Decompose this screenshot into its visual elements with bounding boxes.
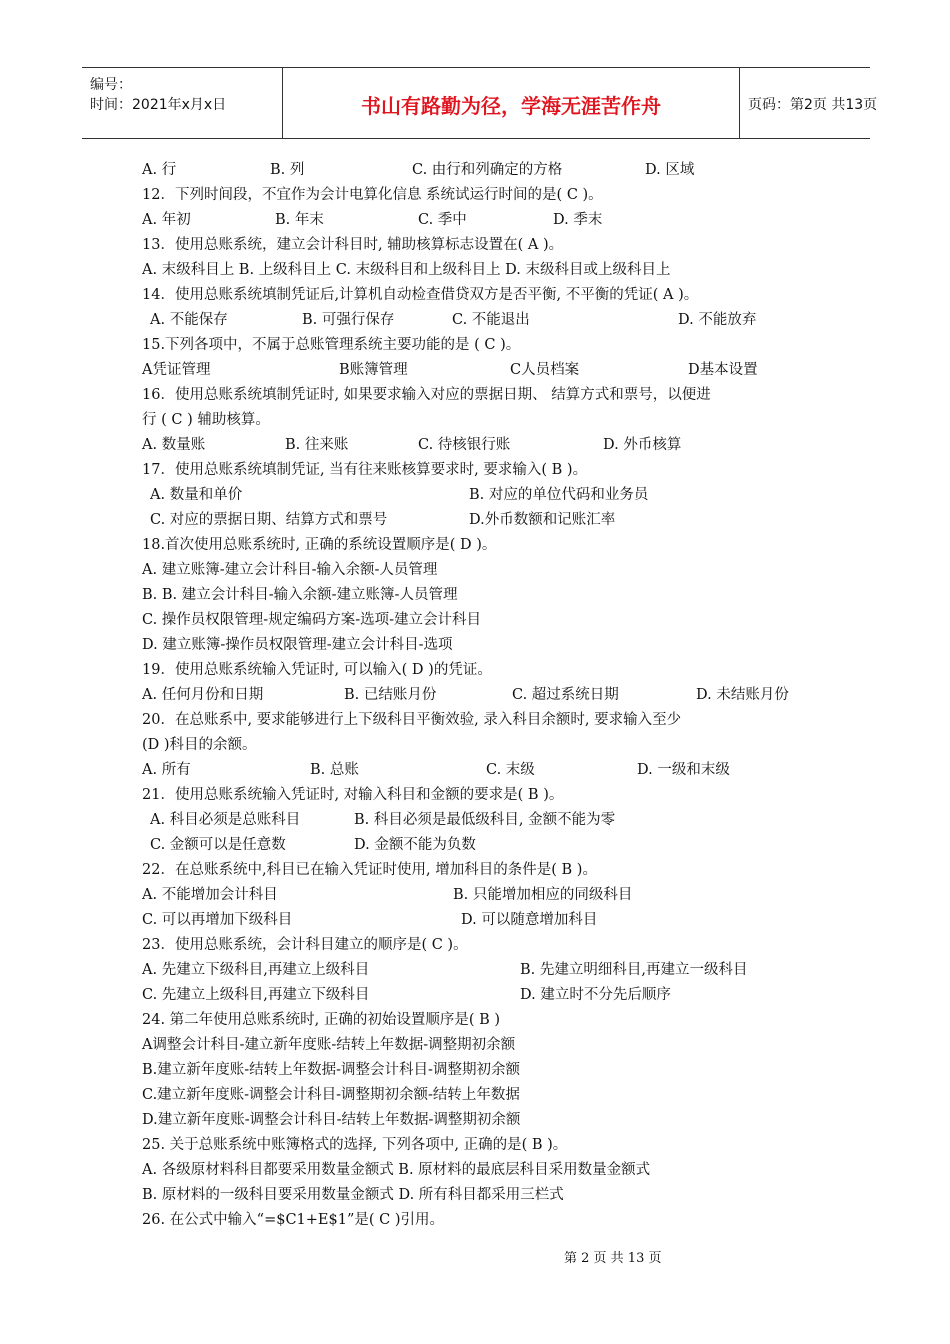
option-b: B. 科目必须是最低级科目, 金额不能为零 [354,812,616,828]
option-d: D.建立新年度账-调整会计科目-结转上年数据-调整期初余额 [142,1112,521,1128]
option-a: A. 科目必须是总账科目 [150,812,301,828]
page-footer: 第 2 页 共 13 页 [564,1251,662,1266]
question-13: 13．使用总账系统，建立会计科目时, 辅助核算标志设置在( A )。 [142,237,564,253]
page-header [82,67,878,139]
document-number-label: 编号： [90,77,132,93]
option-a: A. 所有 [142,762,191,778]
header-left-cell [82,68,282,138]
option-b: B. 只能增加相应的同级科目 [453,887,633,903]
option-c: C. 可以再增加下级科目 [142,912,293,928]
option-c: C. 先建立上级科目,再建立下级科目 [142,987,370,1003]
option-b: B. 已结账月份 [344,687,437,703]
option-a: A. 任何月份和日期 [142,687,264,703]
option-c: C.建立新年度账-调整会计科目-调整期初余额-结转上年数据 [142,1087,520,1103]
question-12: 12．下列时间段，不宜作为会计电算化信息 系统试运行时间的是( C )。 [142,187,603,203]
option-a: A. 先建立下级科目,再建立上级科目 [142,962,370,978]
option-a: A调整会计科目-建立新年度账-结转上年数据-调整期初余额 [142,1037,516,1053]
option-b: B.建立新年度账-结转上年数据-调整会计科目-调整期初余额 [142,1062,520,1078]
option-c: C. 由行和列确定的方格 [412,162,563,178]
question-20-cont: (D )科目的余额。 [142,737,257,753]
option-c: C. 超过系统日期 [512,687,619,703]
option-d: D. 金额不能为负数 [354,837,476,853]
question-26: 26. 在公式中输入“=$C1+E$1”是( C )引用。 [142,1212,444,1228]
option-a: A. 不能保存 [150,312,228,328]
option-a: A. 年初 [142,212,191,228]
option-d: D. 季末 [553,212,603,228]
option-c: C. 末级 [486,762,535,778]
option-d: D. 区域 [645,162,695,178]
option-d: D. 可以随意增加科目 [461,912,598,928]
option-b: B. 对应的单位代码和业务员 [469,487,649,503]
option-a: A. 行 [142,162,177,178]
question-25: 25. 关于总账系统中账簿格式的选择, 下列各项中, 正确的是( B )。 [142,1137,568,1153]
option-c: C. 金额可以是任意数 [150,837,286,853]
question-20: 20．在总账系中, 要求能够进行上下级科目平衡效验, 录入科目余额时, 要求输入至少 [142,712,682,728]
question-15: 15.下列各项中，不属于总账管理系统主要功能的是 ( C )。 [142,337,521,353]
header-page-info: 页码：第2页 共13页 [748,97,878,113]
question-22: 22．在总账系统中,科目已在输入凭证时使用, 增加科目的条件是( B )。 [142,862,597,878]
option-a: A. 不能增加会计科目 [142,887,278,903]
option-c: C. 不能退出 [452,312,530,328]
option-d: D. 未结账月份 [696,687,789,703]
options-q13: A. 末级科目上 B. 上级科目上 C. 末级科目和上级科目上 D. 末级科目或上级科目上 [142,262,671,278]
question-16-cont: 行 ( C ) 辅助核算。 [142,412,270,428]
option-b: B. 总账 [310,762,359,778]
option-b: B. 年末 [275,212,324,228]
header-right-cell [738,68,878,138]
option-a: A. 数量和单价 [150,487,243,503]
option-c: C人员档案 [510,362,580,378]
option-c: C. 待核银行账 [418,437,511,453]
option-b: B. 往来账 [285,437,349,453]
document-date-label: 时间：2021年x月x日 [90,97,227,113]
header-motto-cell [282,68,740,138]
option-c: C. 对应的票据日期、结算方式和票号 [150,512,388,528]
option-d: D. 建立账簿-操作员权限管理-建立会计科目-选项 [142,637,453,653]
option-b: B. B. 建立会计科目-输入余额-建立账簿-人员管理 [142,587,458,603]
option-b: B. 先建立明细科目,再建立一级科目 [520,962,748,978]
options-q25-row1: A. 各级原材料科目都要采用数量金额式 B. 原材料的最底层科目采用数量金额式 [142,1162,651,1178]
option-d: D. 外币核算 [603,437,682,453]
option-d: D基本设置 [688,362,758,378]
option-d: D. 一级和末级 [637,762,730,778]
question-24: 24. 第二年使用总账系统时, 正确的初始设置顺序是( B ) [142,1012,501,1028]
question-18: 18.首次使用总账系统时, 正确的系统设置顺序是( D )。 [142,537,497,553]
option-b: B. 可强行保存 [302,312,395,328]
option-b: B. 列 [270,162,305,178]
question-14: 14．使用总账系统填制凭证后,计算机自动检查借贷双方是否平衡, 不平衡的凭证( A )。 [142,287,699,303]
option-a: A凭证管理 [142,362,211,378]
question-19: 19．使用总账系统输入凭证时, 可以输入( D )的凭证。 [142,662,492,678]
option-a: A. 建立账簿-建立会计科目-输入余额-人员管理 [142,562,438,578]
options-q25-row2: B. 原材料的一级科目要采用数量金额式 D. 所有科目都采用三栏式 [142,1187,564,1203]
option-a: A. 数量账 [142,437,206,453]
question-16: 16．使用总账系统填制凭证时, 如果要求输入对应的票据日期、 结算方式和票号，以便进 [142,387,711,403]
option-c: C. 操作员权限管理-规定编码方案-选项-建立会计科目 [142,612,481,628]
option-d: D. 不能放弃 [678,312,757,328]
question-23: 23．使用总账系统，会计科目建立的顺序是( C )。 [142,937,468,953]
option-b: B账簿管理 [339,362,408,378]
option-c: C. 季中 [418,212,467,228]
option-d: D.外币数额和记账汇率 [469,512,616,528]
question-17: 17．使用总账系统填制凭证, 当有往来账核算要求时, 要求输入( B )。 [142,462,588,478]
option-d: D. 建立时不分先后顺序 [520,987,671,1003]
question-21: 21．使用总账系统输入凭证时, 对输入科目和金额的要求是( B )。 [142,787,564,803]
header-motto: 书山有路勤为径，学海无涯苦作舟 [361,94,661,118]
